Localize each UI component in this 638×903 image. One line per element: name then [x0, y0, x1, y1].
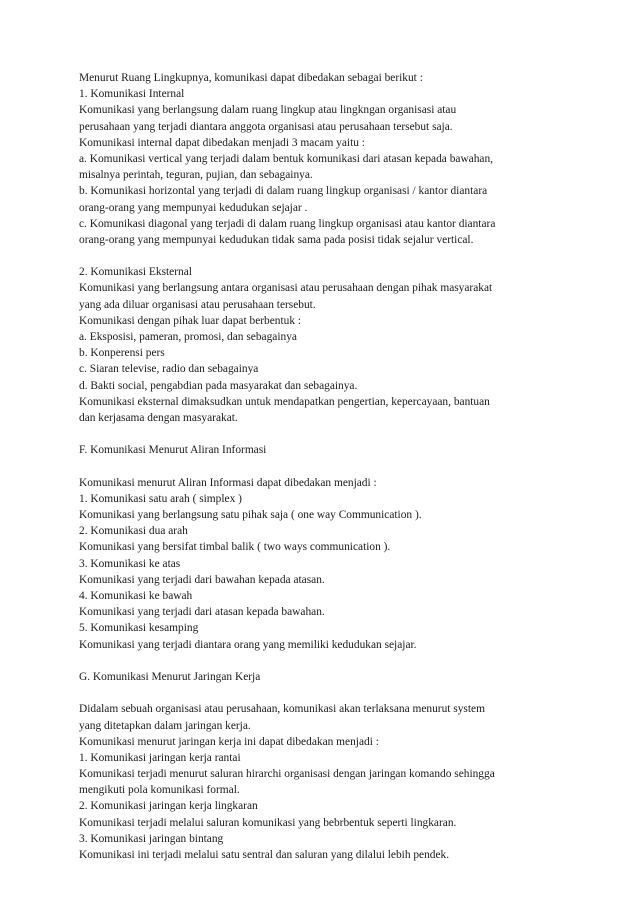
section-heading: 1. Komunikasi Internal	[79, 88, 185, 101]
text-line: yang ditetapkan dalam jaringan kerja.	[79, 719, 251, 732]
text-line: yang ada diluar organisasi atau perusahaan tersebut.	[79, 298, 316, 311]
text-line: Menurut Ruang Lingkupnya, komunikasi dapat dibedakan sebagai berikut :	[79, 72, 423, 84]
text-line: mengikuti pola komunikasi formal.	[79, 784, 240, 797]
text-line: Komunikasi terjadi menurut saluran hirarchi organisasi dengan jaringan komando sehingga	[79, 768, 495, 781]
text-line: Komunikasi eksternal dimaksudkan untuk mendapatkan pengertian, kepercayaan, bantuan	[79, 395, 490, 408]
section-heading: 2. Komunikasi jaringan kerja lingkaran	[79, 800, 258, 813]
text-line: Komunikasi menurut Aliran Informasi dapat dibedakan menjadi :	[79, 476, 377, 489]
text-line: dan kerjasama dengan masyarakat.	[79, 411, 238, 424]
text-line: misalnya perintah, teguran, pujian, dan sebagainya.	[79, 169, 313, 182]
text-line: Komunikasi yang terjadi dari bawahan kepada atasan.	[79, 573, 325, 586]
section-heading: 1. Komunikasi satu arah ( simplex )	[79, 492, 242, 505]
text-line: orang-orang yang mempunyai kedudukan sejajar .	[79, 201, 308, 214]
text-line: Komunikasi yang berlangsung satu pihak saja ( one way Communication ).	[79, 509, 422, 522]
list-item: d. Bakti social, pengabdian pada masyarakat dan sebagainya.	[79, 379, 358, 392]
text-line: Komunikasi terjadi melalui saluran komunikasi yang bebrbentuk seperti lingkaran.	[79, 816, 457, 829]
blank-line	[79, 653, 574, 669]
text-line: Komunikasi yang berlangsung dalam ruang lingkup atau lingkngan organisasi atau	[79, 104, 457, 117]
text-line: Komunikasi internal dapat dibedakan menjadi 3 macam yaitu :	[79, 136, 365, 149]
text-line: Komunikasi menurut jaringan kerja ini dapat dibedakan menjadi :	[79, 735, 379, 748]
text-line: perusahaan yang terjadi diantara anggota organisasi atau perusahaan tersebut saja.	[79, 120, 453, 133]
blank-line	[79, 459, 574, 475]
text-line: Komunikasi yang terjadi dari atasan kepada bawahan.	[79, 606, 325, 619]
document-body	[79, 70, 574, 863]
list-item: b. Konperensi pers	[79, 347, 165, 360]
text-line: Komunikasi yang berlangsung antara organisasi atau perusahaan dengan pihak masyarakat	[79, 282, 493, 295]
section-heading: 4. Komunikasi ke bawah	[79, 590, 193, 602]
blank-line	[79, 426, 574, 442]
text-line: Komunikasi yang bersifat timbal balik ( two ways communication ).	[79, 541, 391, 554]
text-line: b. Komunikasi horizontal yang terjadi di dalam ruang lingkup organisasi / kantor diantara	[79, 185, 488, 198]
list-item: a. Eksposisi, pameran, promosi, dan sebagainya	[79, 331, 297, 343]
section-heading: 2. Komunikasi Eksternal	[79, 266, 192, 279]
text-line: Didalam sebuah organisasi atau perusahaan, komunikasi akan terlaksana menurut system	[79, 703, 485, 716]
list-item: c. Siaran televise, radio dan sebagainya	[79, 363, 259, 376]
section-heading: F. Komunikasi Menurut Aliran Informasi	[79, 444, 267, 457]
blank-line	[79, 685, 574, 701]
section-heading: G. Komunikasi Menurut Jaringan Kerja	[79, 670, 261, 683]
text-line: orang-orang yang mempunyai kedudukan tidak sama pada posisi tidak sejalur vertical.	[79, 233, 474, 246]
text-line: Komunikasi dengan pihak luar dapat berbentuk :	[79, 314, 302, 327]
section-heading: 5. Komunikasi kesamping	[79, 622, 199, 635]
text-line: Komunikasi ini terjadi melalui satu sentral dan saluran yang dilalui lebih pendek.	[79, 849, 450, 861]
section-heading: 2. Komunikasi dua arah	[79, 525, 188, 538]
text-line: c. Komunikasi diagonal yang terjadi di dalam ruang lingkup organisasi atau kantor diantara	[79, 217, 496, 230]
text-line: a. Komunikasi vertical yang terjadi dalam bentuk komunikasi dari atasan kepada bawahan,	[79, 152, 494, 165]
section-heading: 3. Komunikasi ke atas	[79, 557, 181, 570]
blank-line	[79, 248, 574, 264]
section-heading: 1. Komunikasi jaringan kerja rantai	[79, 751, 241, 764]
text-line: Komunikasi yang terjadi diantara orang yang memiliki kedudukan sejajar.	[79, 638, 417, 651]
section-heading: 3. Komunikasi jaringan bintang	[79, 832, 224, 845]
